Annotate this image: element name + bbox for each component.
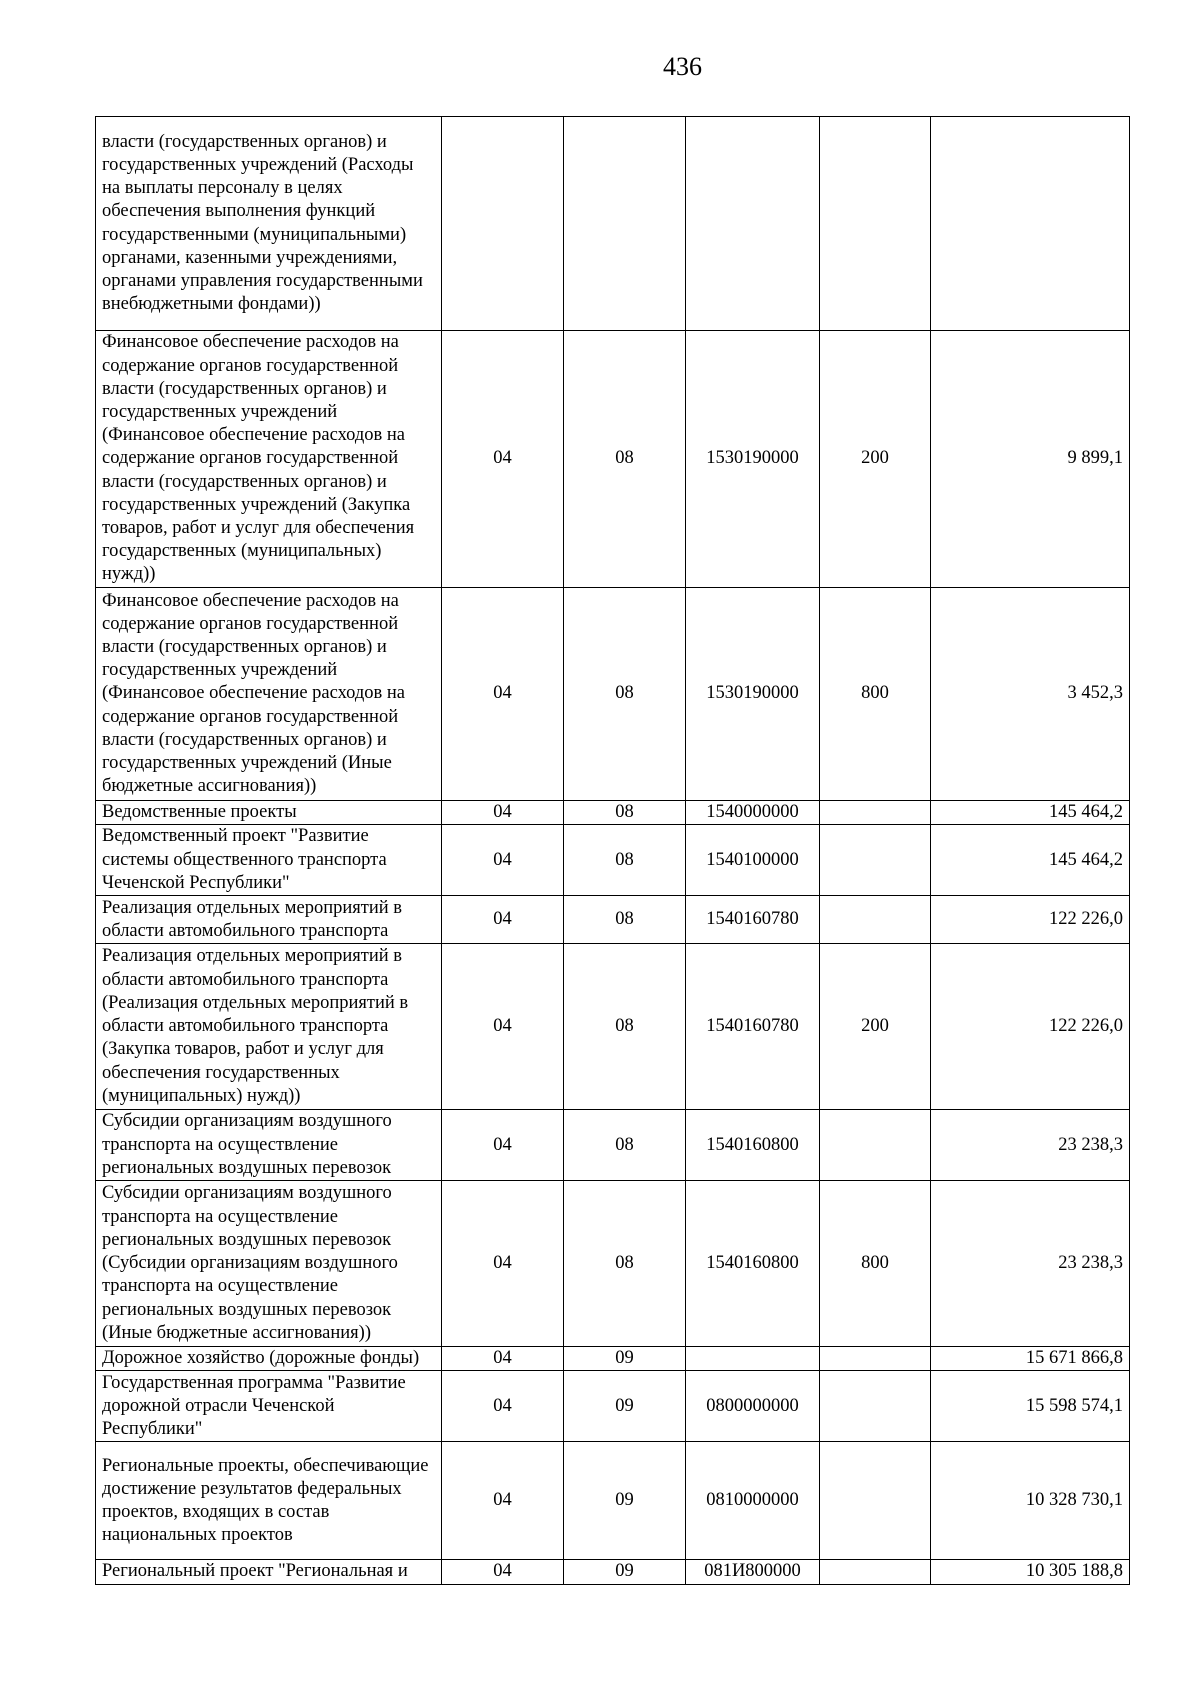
row-amount [931,117,1130,331]
row-subsection: 09 [564,1347,686,1371]
row-amount: 145 464,2 [931,825,1130,896]
table-row [96,588,1130,801]
row-subsection: 08 [564,1110,686,1181]
row-amount: 15 598 574,1 [931,1371,1130,1442]
table-row [96,331,1130,588]
table-row [96,944,1130,1110]
table-row [96,1442,1130,1560]
row-amount: 122 226,0 [931,944,1130,1110]
row-expense-type [820,896,931,944]
row-target-article: 1540100000 [686,825,820,896]
row-subsection: 08 [564,1181,686,1347]
row-target-article: 0810000000 [686,1442,820,1560]
row-expense-type [820,1560,931,1584]
row-section: 04 [442,825,564,896]
row-expense-type [820,1371,931,1442]
table-row [96,1181,1130,1347]
row-amount: 3 452,3 [931,588,1130,801]
row-expense-type [820,117,931,331]
row-amount: 9 899,1 [931,331,1130,588]
row-section: 04 [442,1560,564,1584]
row-target-article: 0800000000 [686,1371,820,1442]
table-row [96,1371,1130,1442]
table-row [96,825,1130,896]
row-name: Дорожное хозяйство (дорожные фонды) [96,1347,442,1371]
row-subsection: 08 [564,331,686,588]
table-row [96,1110,1130,1181]
row-amount: 145 464,2 [931,801,1130,825]
row-name: Финансовое обеспечение расходов на содержание органов государственной власти (государственных органов) и государственных учреждений (Финансовое обеспечение расходов на содержание органов государственной власти (государственных органов) и государственных учреждений (Иные бюджетные ассигнования)) [96,588,442,801]
row-section: 04 [442,801,564,825]
row-name: Региональные проекты, обеспечивающие достижение результатов федеральных проектов, входящих в состав национальных проектов [96,1442,442,1560]
row-subsection: 09 [564,1371,686,1442]
row-expense-type [820,825,931,896]
table-row [96,1560,1130,1584]
row-section: 04 [442,1181,564,1347]
row-expense-type [820,801,931,825]
row-subsection: 08 [564,588,686,801]
row-subsection: 09 [564,1442,686,1560]
row-expense-type: 800 [820,588,931,801]
row-target-article: 1540160800 [686,1110,820,1181]
row-expense-type [820,1442,931,1560]
row-amount: 15 671 866,8 [931,1347,1130,1371]
row-amount: 10 305 188,8 [931,1560,1130,1584]
row-target-article: 1530190000 [686,588,820,801]
row-name: Субсидии организациям воздушного транспорта на осуществление региональных воздушных перевозок [96,1110,442,1181]
row-section: 04 [442,1110,564,1181]
row-name: Ведомственный проект "Развитие системы общественного транспорта Чеченской Республики" [96,825,442,896]
row-target-article [686,117,820,331]
row-section: 04 [442,1442,564,1560]
budget-table [95,116,1130,1585]
row-target-article [686,1347,820,1371]
table-row [96,117,1130,331]
row-name: Ведомственные проекты [96,801,442,825]
row-section [442,117,564,331]
row-section: 04 [442,588,564,801]
row-name: Реализация отдельных мероприятий в области автомобильного транспорта (Реализация отдельных мероприятий в области автомобильного транспорта (Закупка товаров, работ и услуг для обеспечения государственных (муниципальных) нужд)) [96,944,442,1110]
row-subsection: 08 [564,801,686,825]
row-expense-type: 800 [820,1181,931,1347]
row-subsection: 08 [564,944,686,1110]
row-target-article: 1540160780 [686,944,820,1110]
row-amount: 23 238,3 [931,1181,1130,1347]
row-target-article: 1540160800 [686,1181,820,1347]
row-amount: 122 226,0 [931,896,1130,944]
row-expense-type: 200 [820,331,931,588]
row-name: Государственная программа "Развитие дорожной отрасли Чеченской Республики" [96,1371,442,1442]
row-name: Финансовое обеспечение расходов на содержание органов государственной власти (государственных органов) и государственных учреждений (Финансовое обеспечение расходов на содержание органов государственной власти (государственных органов) и государственных учреждений (Закупка товаров, работ и услуг для обеспечения государственных (муниципальных) нужд)) [96,331,442,588]
row-subsection: 08 [564,825,686,896]
table-row [96,896,1130,944]
row-section: 04 [442,896,564,944]
table-row [96,1347,1130,1371]
row-section: 04 [442,1347,564,1371]
row-section: 04 [442,944,564,1110]
row-target-article: 1540000000 [686,801,820,825]
row-amount: 23 238,3 [931,1110,1130,1181]
row-subsection [564,117,686,331]
row-target-article: 1540160780 [686,896,820,944]
row-section: 04 [442,331,564,588]
page-number: 436 [663,52,702,81]
row-expense-type [820,1347,931,1371]
row-name: Субсидии организациям воздушного транспорта на осуществление региональных воздушных перевозок (Субсидии организациям воздушного транспорта на осуществление региональных воздушных перевозок (Иные бюджетные ассигнования)) [96,1181,442,1347]
row-target-article: 081И800000 [686,1560,820,1584]
row-section: 04 [442,1371,564,1442]
row-target-article: 1530190000 [686,331,820,588]
table-row [96,801,1130,825]
row-expense-type: 200 [820,944,931,1110]
row-expense-type [820,1110,931,1181]
row-name: власти (государственных органов) и государственных учреждений (Расходы на выплаты персоналу в целях обеспечения выполнения функций государственными (муниципальными) органами, казенными учреждениями, органами управления государственными внебюджетными фондами)) [96,117,442,331]
row-subsection: 08 [564,896,686,944]
row-subsection: 09 [564,1560,686,1584]
row-amount: 10 328 730,1 [931,1442,1130,1560]
row-name: Региональный проект "Региональная и [96,1560,442,1584]
row-name: Реализация отдельных мероприятий в области автомобильного транспорта [96,896,442,944]
